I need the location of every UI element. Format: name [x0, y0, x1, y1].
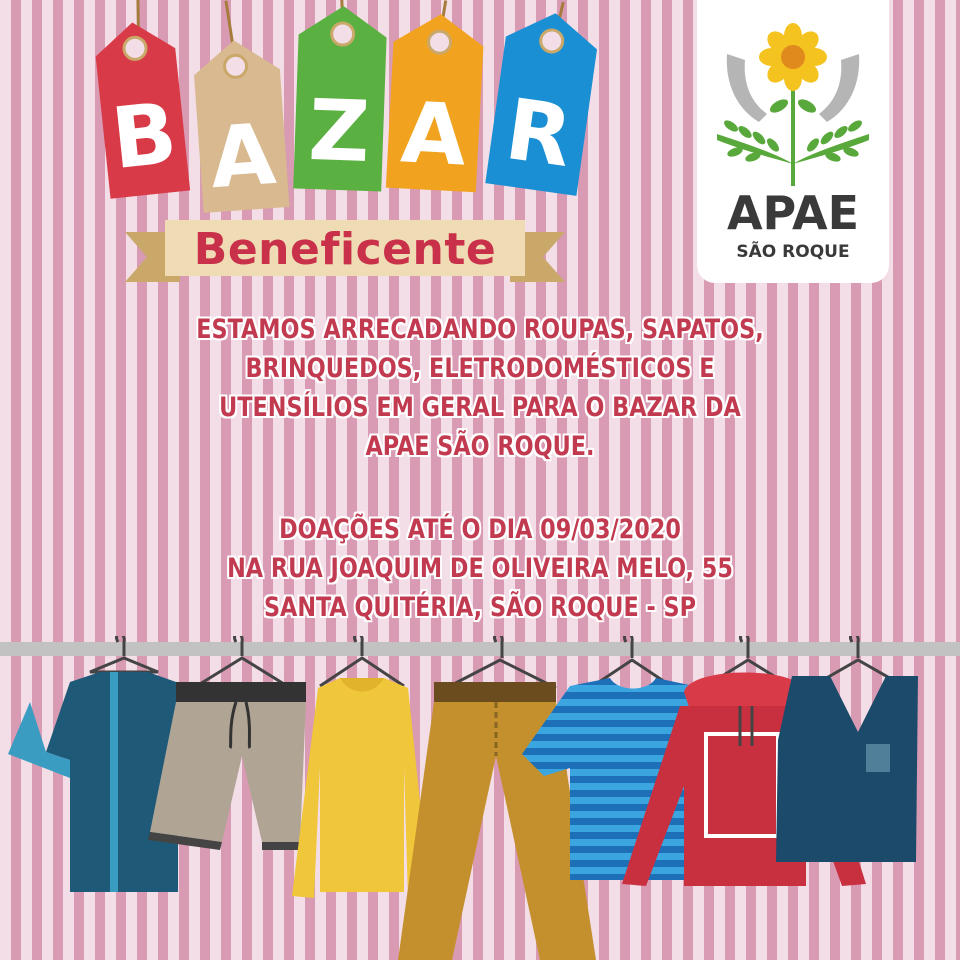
apae-logo: [697, 0, 889, 283]
deadline-line: DOAÇÕES ATÉ O DIA 09/03/2020: [279, 514, 681, 545]
sunflower-hands-icon: [707, 14, 879, 194]
donation-details: [94, 510, 867, 627]
city-line: SANTA QUITÉRIA, SÃO ROQUE - SP: [263, 592, 697, 623]
tag-letter-z: Z: [307, 80, 372, 182]
shorts-icon: [148, 636, 306, 850]
tag-r: [485, 0, 603, 196]
sweater-icon: [292, 636, 430, 898]
tag-letter-a2: A: [398, 83, 469, 185]
tag-z: [293, 0, 388, 191]
address-line: NA RUA JOAQUIM DE OLIVEIRA MELO, 55: [227, 553, 733, 584]
message-line: BRINQUEDOS, ELETRODOMÉSTICOS E: [245, 353, 715, 384]
logo-name: APAE: [726, 186, 860, 240]
vest-icon: [776, 636, 918, 862]
donation-message: [94, 310, 867, 466]
subtitle-text: Beneficente: [193, 224, 497, 275]
message-line: APAE SÃO ROQUE.: [365, 431, 595, 462]
tag-b: [90, 0, 190, 199]
rack-bar: [0, 642, 960, 656]
message-line: ESTAMOS ARRECADANDO ROUPAS, SAPATOS,: [196, 314, 764, 345]
tag-letter-a1: A: [206, 104, 279, 208]
tag-letter-r: R: [499, 80, 578, 187]
pants-icon: [398, 636, 596, 960]
tag-a2: [386, 0, 486, 192]
bazar-title: [0, 0, 640, 230]
clothes-rack: [0, 636, 960, 960]
tag-a: [189, 0, 289, 213]
logo-city: SÃO ROQUE: [736, 242, 850, 262]
message-line: UTENSÍLIOS EM GERAL PARA O BAZAR DA: [219, 392, 741, 423]
tag-letter-b: B: [107, 83, 182, 188]
